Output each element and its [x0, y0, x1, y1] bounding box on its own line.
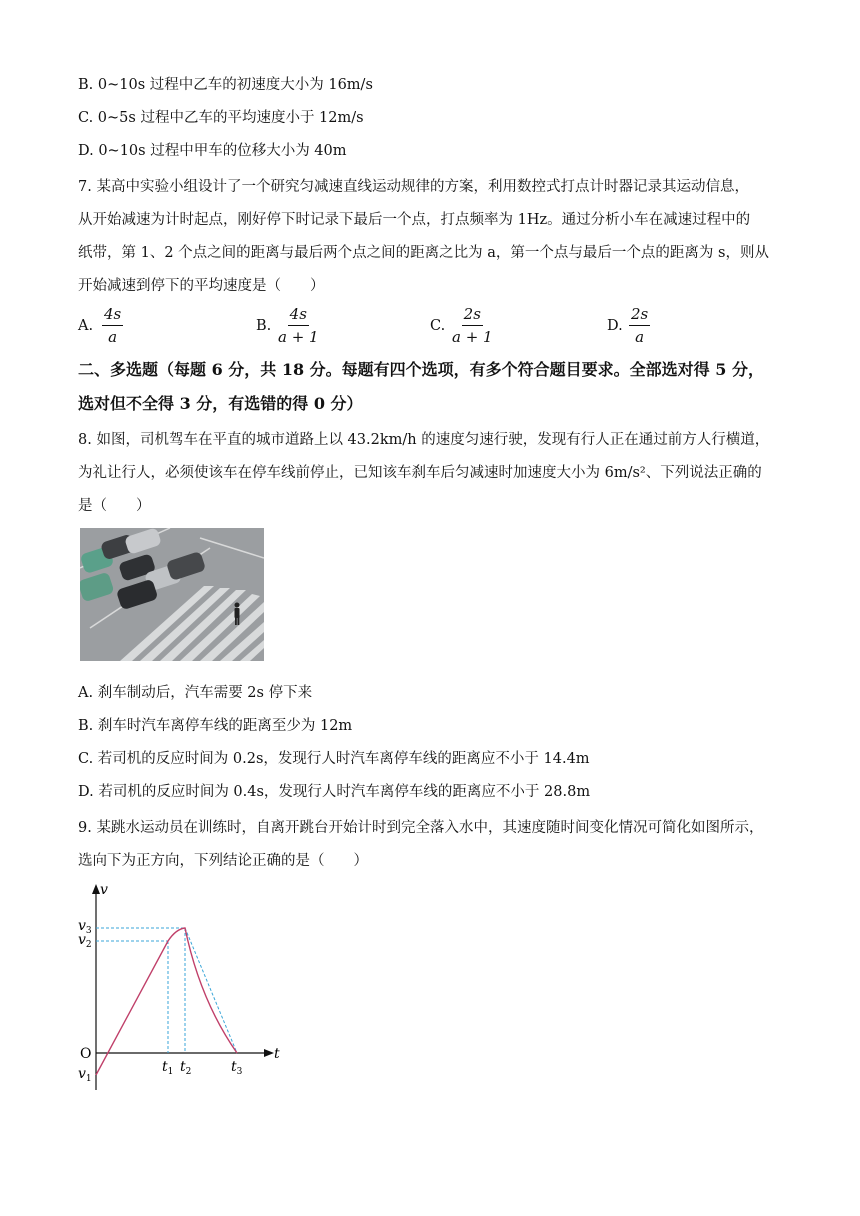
q7-option-a-letter: A. — [78, 318, 94, 334]
v-axis-label: v — [100, 882, 108, 898]
q6-option-c: C. 0~5s 过程中乙车的平均速度小于 12m/s — [78, 110, 364, 126]
q8-option-d: D. 若司机的反应时间为 0.4s，发现行人时汽车离停车线的距离应不小于 28.8m — [78, 784, 591, 800]
t2-label: $t_2$ — [180, 1059, 192, 1077]
q7-option-c-letter: C. — [430, 318, 446, 334]
v1-label: $v_1$ — [78, 1066, 92, 1084]
v3-label: $v_3$ — [78, 918, 92, 936]
denominator: a — [108, 328, 118, 346]
t-axis-arrow-icon — [264, 1049, 274, 1057]
section-2-heading-1: 二、多选题（每题 6 分，共 18 分。每题有四个选项，有多个符合题目要求。全部选对得 5 分， — [78, 360, 764, 379]
denominator: a + 1 — [452, 328, 493, 346]
numerator: 4s — [102, 304, 123, 326]
t-axis-label: t — [274, 1046, 280, 1062]
q8-text-1: 8. 如图，司机驾车在平直的城市道路上以 43.2km/h 的速度匀速行驶，发现有行人正在通过前方人行横道， — [78, 432, 770, 448]
q7-text-4: 开始减速到停下的平均速度是（ ） — [78, 278, 325, 294]
v2-label: $v_2$ — [78, 932, 92, 950]
numerator: 4s — [288, 304, 309, 326]
q7-text-1: 7. 某高中实验小组设计了一个研究匀减速直线运动规律的方案，利用数控式打点计时器记录其运动信息， — [78, 179, 749, 195]
q8-text-2: 为礼让行人，必须使该车在停车线前停止，已知该车刹车后匀减速时加速度大小为 6m/s²、下列说法正确的 — [78, 465, 762, 481]
q7-option-b-letter: B. — [256, 318, 272, 334]
q7-option-c-fraction — [452, 304, 493, 347]
q7-text-2: 从开始减速为计时起点，刚好停下时记录下最后一个点，打点频率为 1Hz。通过分析小车在减速过程中的 — [78, 212, 751, 228]
q7-text-3: 纸带，第 1、2 个点之间的距离与最后两个点之间的距离之比为 a，第一个点与最后一个点的距离为 s，则从 — [78, 245, 769, 261]
q7-option-d-letter: D. — [607, 318, 623, 334]
q7-option-d-fraction — [629, 304, 650, 347]
numerator: 2s — [629, 304, 650, 326]
denominator: a — [635, 328, 645, 346]
q8-option-b: B. 刹车时汽车离停车线的距离至少为 12m — [78, 718, 353, 734]
q9-text-1: 9. 某跳水运动员在训练时，自离开跳台开始计时到完全落入水中，其速度随时间变化情况可简化如图所示， — [78, 820, 764, 836]
t3-guide — [185, 928, 237, 1053]
q8-option-a: A. 刹车制动后，汽车需要 2s 停下来 — [78, 685, 313, 701]
q7-option-a-fraction — [102, 304, 123, 347]
section-2-heading-2: 选对但不全得 3 分，有选错的得 0 分） — [78, 394, 363, 413]
velocity-time-graph — [72, 880, 292, 1095]
q8-text-3: 是（ ） — [78, 498, 151, 514]
q6-option-b: B. 0~10s 过程中乙车的初速度大小为 16m/s — [78, 77, 373, 93]
q9-text-2: 选向下为正方向，下列结论正确的是（ ） — [78, 853, 368, 869]
q8-option-c: C. 若司机的反应时间为 0.2s，发现行人时汽车离停车线的距离应不小于 14.4m — [78, 751, 590, 767]
q7-option-b-fraction — [278, 304, 319, 347]
v-axis-arrow-icon — [92, 884, 100, 894]
denominator: a + 1 — [278, 328, 319, 346]
t3-label: $t_3$ — [231, 1059, 243, 1077]
q6-option-d: D. 0~10s 过程中甲车的位移大小为 40m — [78, 143, 347, 159]
t1-label: $t_1$ — [162, 1059, 174, 1077]
numerator: 2s — [462, 304, 483, 326]
origin-label: O — [80, 1046, 92, 1062]
crosswalk-photo — [80, 528, 264, 661]
